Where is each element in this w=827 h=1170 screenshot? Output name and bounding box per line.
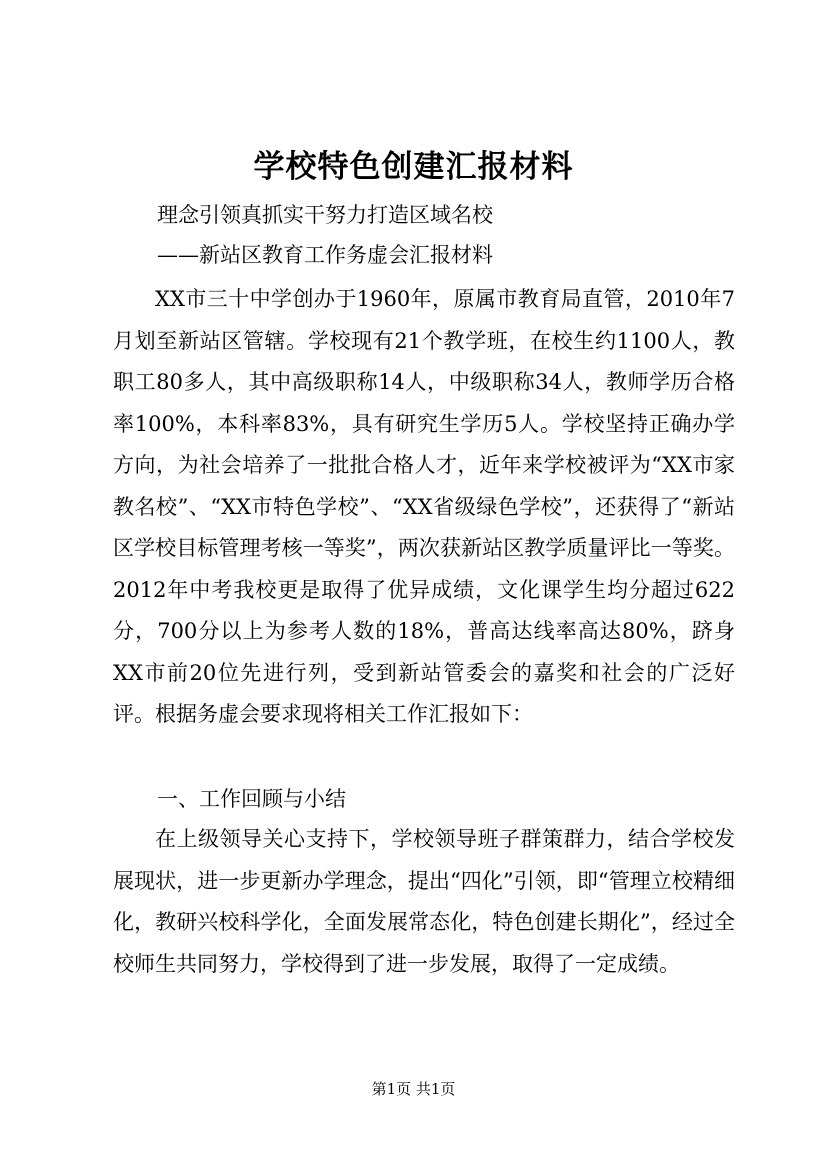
document-subtitle-1: 理念引领真抓实干努力打造区域名校 xyxy=(157,203,493,227)
section-heading-1: 一、工作回顾与小结 xyxy=(157,787,346,811)
page-footer: 第1页 共1页 xyxy=(371,1080,456,1098)
body-paragraph-2: 在上级领导关心支持下，学校领导班子群策群力，结合学校发展现状，进一步更新办学理念，提出“四化”引领，即“管理立校精细化，教研兴校科学化，全面发展常态化，特色创建长期化”，经过全校师生共同努力，学校得到了进一步发展，取得了一定成绩。 xyxy=(113,827,735,976)
document-subtitle-2: ——新站区教育工作务虚会汇报材料 xyxy=(157,243,493,267)
document-title: 学校特色创建汇报材料 xyxy=(253,149,574,185)
body-paragraph-1: XX市三十中学创办于1960年，原属市教育局直管，2010年7月划至新站区管辖。学校现有21个教学班，在校生约1100人，教职工80多人，其中高级职称14人，中级职称34人，教师学历合格率100%，本科率83%，具有研究生学历5人。学校坚持正确办学方向，为社会培养了一批批合格人才，近年来学校被评为“XX市家教名校”、“XX市特色学校”、“XX省级绿色学校”，还获得了“新站区学校目标管理考核一等奖”，两次获新站区教学质量评比一等奖。2012年中考我校更是取得了优异成绩，文化课学生均分超过622分，700分以上为参考人数的18%，普高达线率高达80%，跻身XX市前20位先进行列，受到新站管委会的嘉奖和社会的广泛好评。根据务虚会要求现将相关工作汇报如下： xyxy=(113,287,735,726)
